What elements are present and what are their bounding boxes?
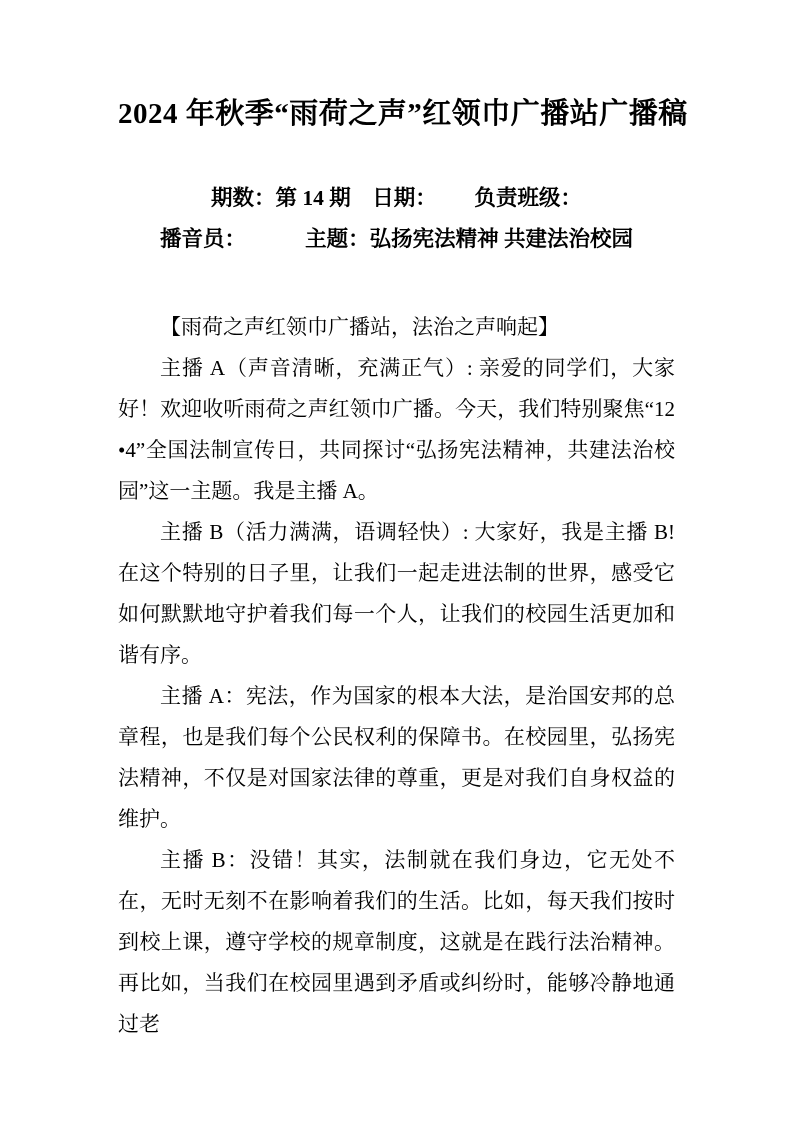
meta-line-issue-date-class: 期数：第 14 期 日期： 负责班级： (211, 186, 582, 210)
document-meta (118, 178, 675, 260)
paragraph: 主播 A：宪法，作为国家的根本大法，是治国安邦的总章程，也是我们每个公民权利的保障书。在校园里，弘扬宪法精神，不仅是对国家法律的尊重，更是对我们自身权益的维护。 (118, 684, 675, 831)
paragraph: 主播 B：没错！其实，法制就在我们身边，它无处不在，无时无刻不在影响着我们的生活。比如，每天我们按时到校上课，遵守学校的规章制度，这就是在践行法治精神。再比如，当我们在校园里遇到矛盾或纠纷时，能够冷静地通过老 (118, 848, 675, 1036)
meta-line-announcer-topic: 播音员： 主题：弘扬宪法精神 共建法治校园 (159, 227, 633, 251)
paragraph: 【雨荷之声红领巾广播站，法治之声响起】 (160, 315, 559, 339)
document-title: 2024 年秋季“雨荷之声”红领巾广播站广播稿 (118, 98, 688, 130)
paragraph: 主播 A（声音清晰，充满正气）: 亲爱的同学们，大家好！欢迎收听雨荷之声红领巾广播。今天，我们特别聚焦“12 •4”全国法制宣传日，共同探讨“弘扬宪法精神，共建法治校园”这一主题。我是主播 A。 (118, 356, 675, 503)
paragraph: 主播 B（活力满满，语调轻快）: 大家好，我是主播 B! 在这个特别的日子里，让我们一起走进法制的世界，感受它如何默默地守护着我们每一个人，让我们的校园生活更加和谐有序。 (118, 520, 675, 667)
document-body (118, 307, 675, 1045)
